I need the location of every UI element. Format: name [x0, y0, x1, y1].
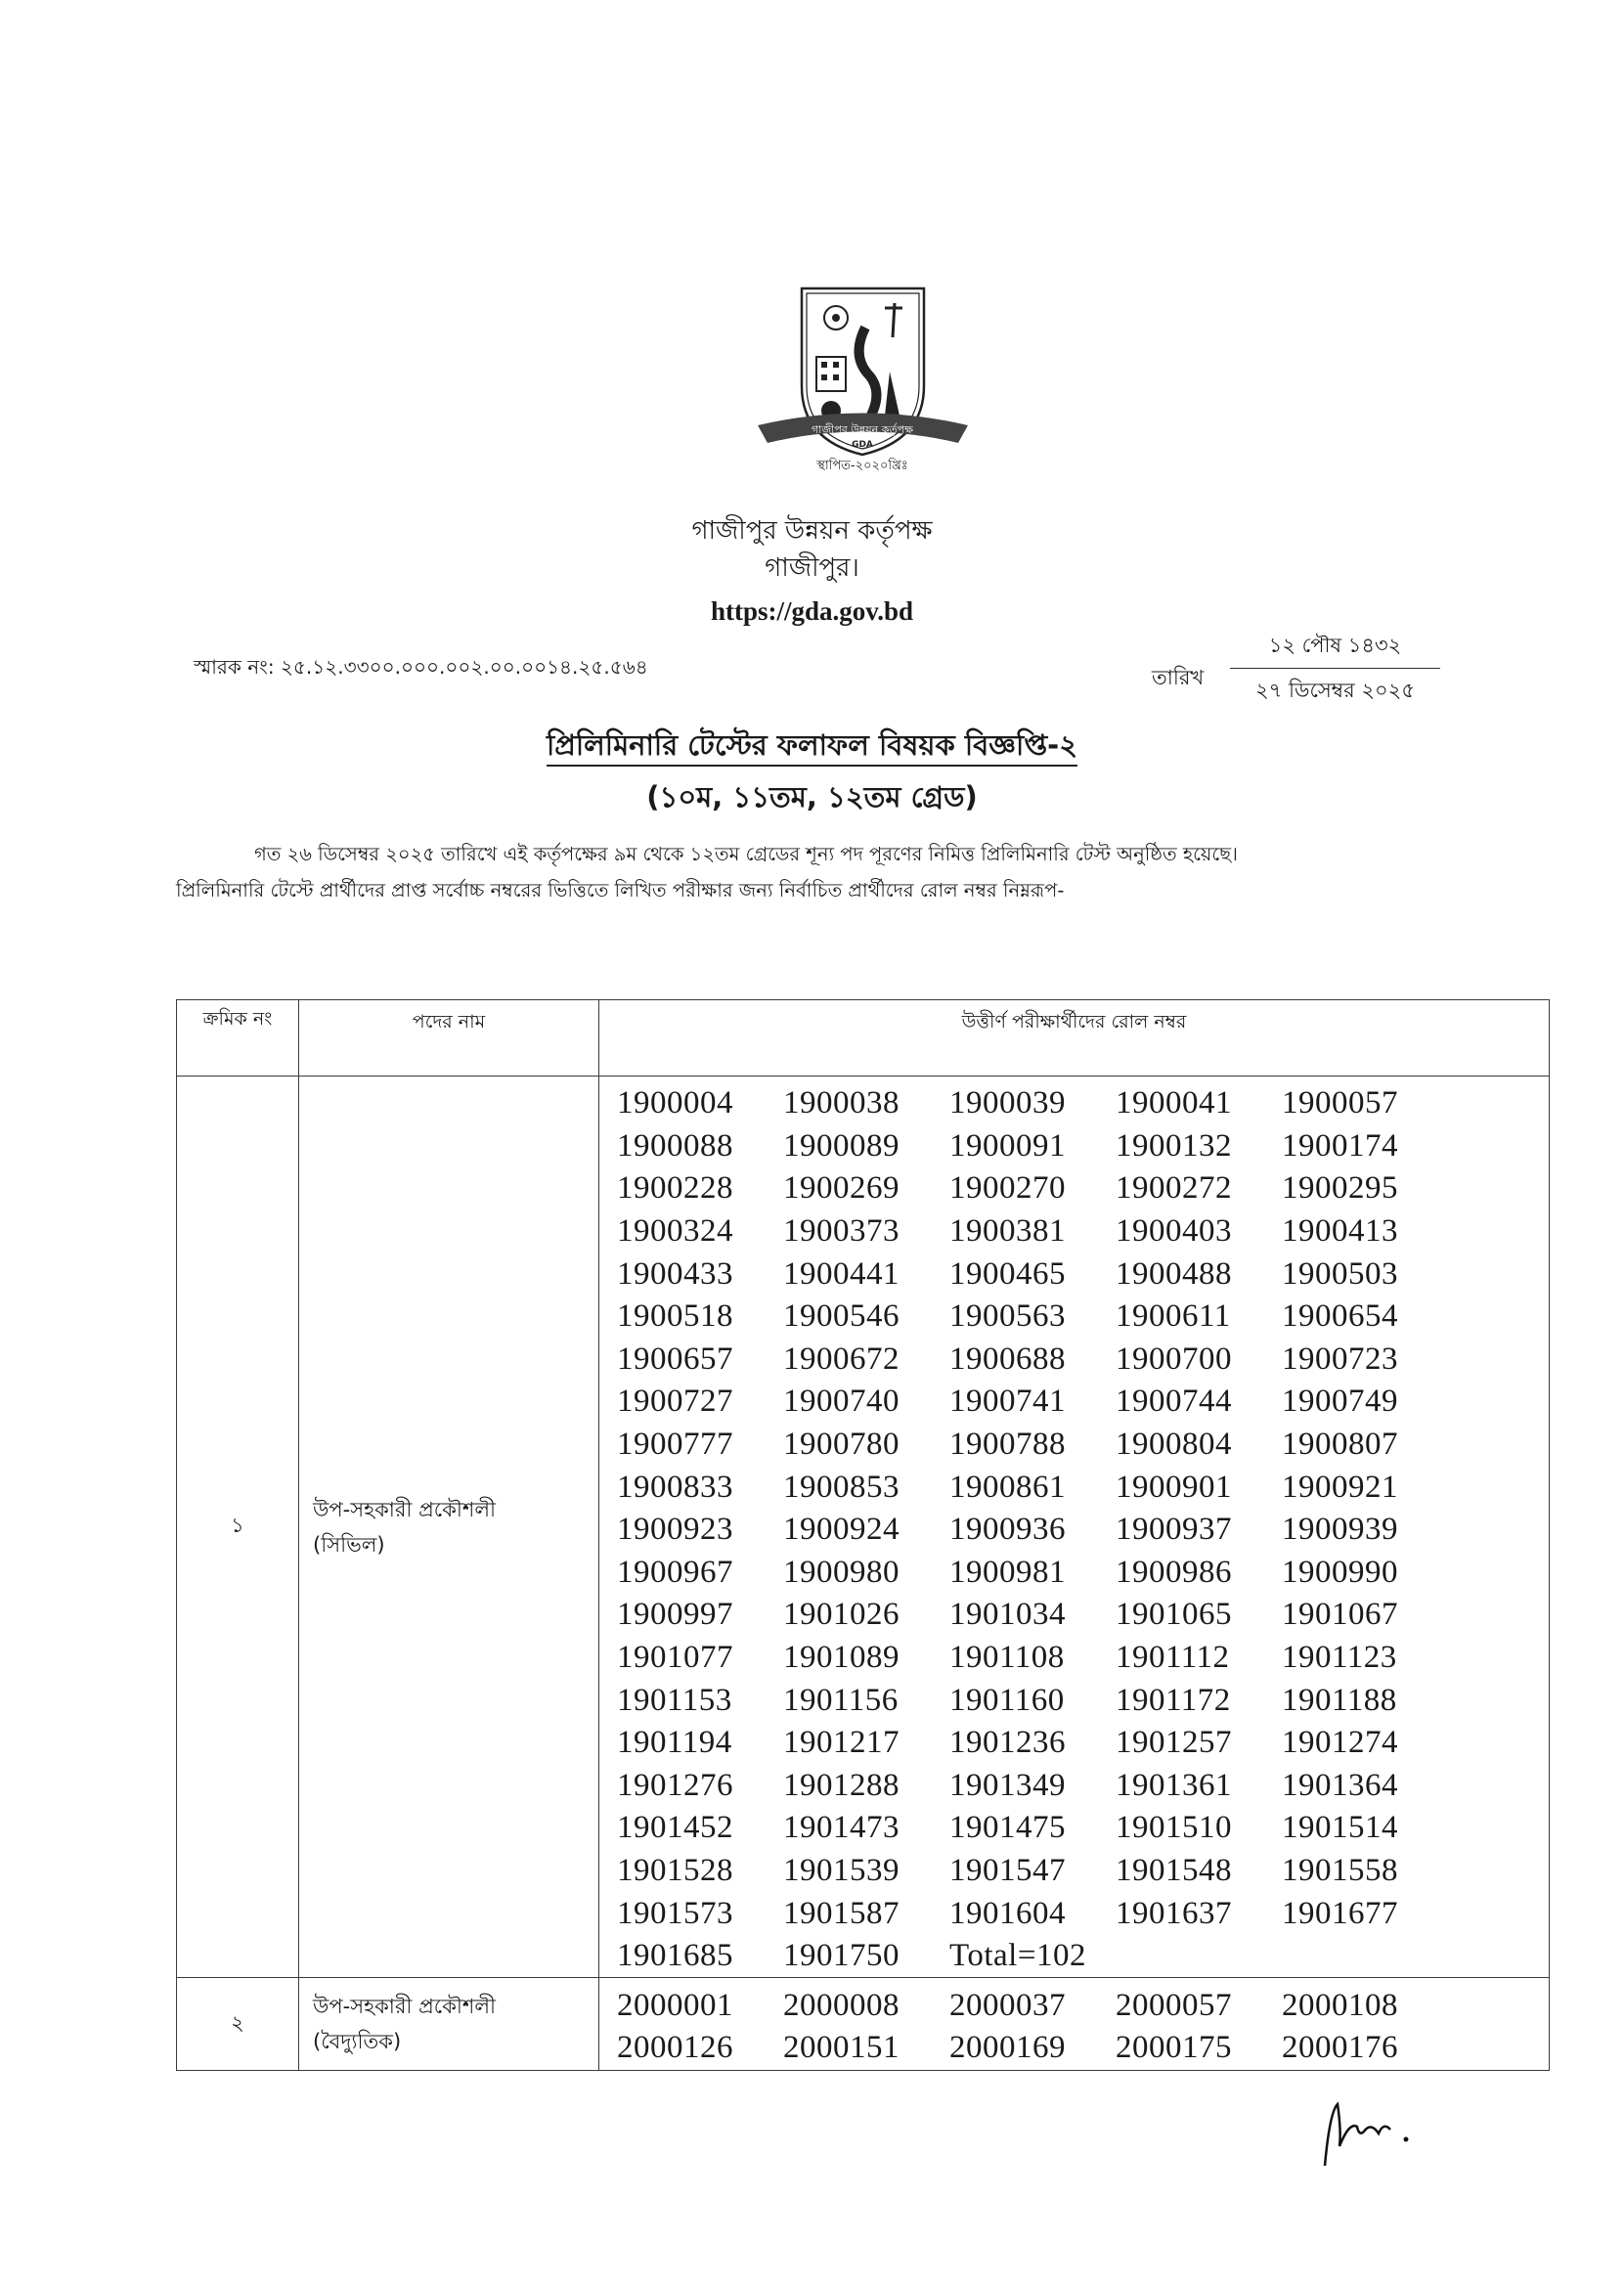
roll-number: 1900132	[1116, 1127, 1232, 1164]
roll-number: 1901194	[617, 1725, 732, 1761]
roll-row	[617, 1125, 1549, 1168]
roll-number: 2000008	[783, 1987, 900, 2023]
roll-number: 1900611	[1116, 1298, 1231, 1335]
roll-number: 1901587	[783, 1895, 900, 1931]
org-city: গাজীপুর।	[765, 553, 859, 583]
roll-row	[617, 1935, 1549, 1978]
roll-number: 2000176	[1282, 2030, 1398, 2066]
roll-number: 1900749	[1282, 1384, 1398, 1420]
roll-number: 1901217	[783, 1725, 900, 1761]
roll-number: 1900174	[1282, 1127, 1398, 1164]
roll-number: 1901153	[617, 1682, 732, 1718]
roll-number: 1901528	[617, 1852, 733, 1888]
roll-number: 1900004	[617, 1085, 733, 1121]
roll-number: 1900672	[783, 1341, 900, 1377]
roll-number: 1900967	[617, 1554, 733, 1590]
roll-number: 1901077	[617, 1640, 733, 1676]
roll-number: 1900923	[617, 1512, 733, 1548]
roll-number: 1901510	[1116, 1810, 1232, 1846]
roll-number: 1901475	[949, 1810, 1066, 1846]
roll-row	[617, 1381, 1549, 1424]
roll-row	[617, 1253, 1549, 1296]
roll-grid	[599, 1077, 1549, 1977]
roll-number: 1900373	[783, 1213, 900, 1250]
notice-title	[0, 724, 1624, 771]
row-post	[299, 1077, 599, 1978]
roll-number: 1900441	[783, 1255, 900, 1292]
roll-number: 1900777	[617, 1427, 733, 1463]
roll-number: 1900038	[783, 1085, 900, 1121]
roll-number: 1901539	[783, 1852, 900, 1888]
roll-number: 1900807	[1282, 1427, 1398, 1463]
notice-body	[176, 836, 1545, 908]
roll-cell	[599, 1077, 1550, 1978]
roll-number: 1901257	[1116, 1725, 1232, 1761]
roll-number: 1901160	[949, 1682, 1065, 1718]
roll-number: 2000108	[1282, 1987, 1398, 2023]
roll-row	[617, 1466, 1549, 1509]
roll-number: 1900503	[1282, 1255, 1398, 1292]
roll-row	[617, 1722, 1549, 1765]
roll-number: 1900518	[617, 1298, 733, 1335]
roll-number: 2000037	[949, 1987, 1066, 2023]
roll-number: 1901637	[1116, 1895, 1232, 1931]
roll-number: 1900986	[1116, 1554, 1232, 1590]
roll-number: 1901514	[1282, 1810, 1398, 1846]
roll-number: 1900901	[1116, 1469, 1232, 1505]
logo-abbr: GDA	[852, 440, 873, 450]
roll-number: 1901677	[1282, 1895, 1398, 1931]
roll-number: 1901026	[783, 1597, 900, 1633]
roll-row	[617, 1082, 1549, 1125]
post-branch: (বৈদ্যুতিক)	[313, 2030, 402, 2054]
roll-number: 1900465	[949, 1255, 1066, 1292]
roll-number: 1901156	[783, 1682, 899, 1718]
date-label: তারিখ	[1152, 666, 1205, 689]
roll-number: 1900861	[949, 1469, 1066, 1505]
memo-number: স্মারক নং: ২৫.১২.৩৩০০.০০০.০০২.০০.০০১৪.২৫.৫৬৪	[194, 655, 648, 679]
roll-number: 1900269	[783, 1170, 900, 1207]
roll-row	[617, 1552, 1549, 1595]
roll-number: 1900981	[949, 1554, 1066, 1590]
roll-row	[617, 1296, 1549, 1339]
header-post: পদের নাম	[299, 1000, 599, 1077]
roll-number: 1900744	[1116, 1384, 1232, 1420]
roll-number: 1900723	[1282, 1341, 1398, 1377]
header-serial: ক্রমিক নং	[177, 1000, 299, 1077]
roll-number: 1901547	[949, 1852, 1066, 1888]
roll-number: 2000151	[783, 2030, 900, 2066]
roll-number: 1901108	[949, 1640, 1065, 1676]
notice-title-text: প্রিলিমিনারি টেস্টের ফলাফল বিষয়ক বিজ্ঞপ্তি-২	[547, 728, 1077, 767]
roll-number: 1900413	[1282, 1213, 1398, 1250]
roll-number: 1900939	[1282, 1512, 1398, 1548]
roll-number: 1900546	[783, 1298, 900, 1335]
roll-number: 1901548	[1116, 1852, 1232, 1888]
date-bangla: ১২ পৌষ ১৪৩২	[1268, 634, 1402, 657]
post-branch: (সিভিল)	[313, 1532, 385, 1557]
row-post	[299, 1978, 599, 2070]
roll-number: 1900924	[783, 1512, 900, 1548]
roll-row	[617, 1679, 1549, 1722]
roll-number: 1900853	[783, 1469, 900, 1505]
roll-row	[617, 1167, 1549, 1210]
roll-row	[617, 1210, 1549, 1253]
roll-number: 1900563	[949, 1298, 1066, 1335]
roll-number: 1901361	[1116, 1767, 1232, 1803]
roll-row	[617, 1765, 1549, 1808]
results-table	[176, 999, 1550, 2071]
table-header-row	[177, 1000, 1550, 1077]
roll-row	[617, 1807, 1549, 1850]
roll-row	[617, 1339, 1549, 1382]
roll-number: 2000169	[949, 2030, 1066, 2066]
roll-number: 1900727	[617, 1384, 733, 1420]
post-name: উপ-সহকারী প্রকৌশলী	[313, 1995, 497, 2019]
notice-subtitle: (১০ম, ১১তম, ১২তম গ্রেড)	[646, 780, 978, 813]
roll-number: 1900041	[1116, 1085, 1232, 1121]
roll-number: 1901067	[1282, 1597, 1398, 1633]
roll-number: 2000057	[1116, 1987, 1232, 2023]
roll-number: 1901276	[617, 1767, 733, 1803]
roll-number: 1900740	[783, 1384, 900, 1420]
roll-number: 1900780	[783, 1427, 900, 1463]
notice-body-line2: প্রিলিমিনারি টেস্টে প্রার্থীদের প্রাপ্ত সর্বোচ্চ নম্বরের ভিত্তিতে লিখিত পরীক্ষার জন্য নির্বাচিত প্রার্থীদের রোল নম্বর নিম্নরূপ-	[176, 879, 1065, 901]
roll-number: 1900089	[783, 1127, 900, 1164]
roll-number: 1901473	[783, 1810, 900, 1846]
roll-number: 1901288	[783, 1767, 900, 1803]
date-block	[1230, 630, 1440, 709]
roll-number: 1900980	[783, 1554, 900, 1590]
roll-number: 1900921	[1282, 1469, 1398, 1505]
roll-number: 1900295	[1282, 1170, 1398, 1207]
roll-number: 1900997	[617, 1597, 733, 1633]
roll-row	[617, 1637, 1549, 1680]
roll-number: 1900324	[617, 1213, 733, 1250]
roll-number: 1900433	[617, 1255, 733, 1292]
post-name: উপ-সহকারী প্রকৌশলী	[313, 1497, 497, 1521]
roll-number: 1900381	[949, 1213, 1066, 1250]
roll-number: 1900700	[1116, 1341, 1232, 1377]
roll-number: 1900788	[949, 1427, 1066, 1463]
row-serial: ১	[177, 1077, 299, 1978]
roll-number: Total=102	[949, 1938, 1086, 1974]
roll-cell	[599, 1978, 1550, 2070]
roll-number: 1900937	[1116, 1512, 1232, 1548]
roll-number: 1900654	[1282, 1298, 1398, 1335]
roll-number: 1901573	[617, 1895, 733, 1931]
roll-number: 1901558	[1282, 1852, 1398, 1888]
roll-number: 1900057	[1282, 1085, 1398, 1121]
roll-number: 2000001	[617, 1987, 733, 2023]
roll-row	[617, 1424, 1549, 1467]
roll-number: 1900088	[617, 1127, 733, 1164]
org-name: গাজীপুর উন্নয়ন কর্তৃপক্ষ	[691, 516, 933, 546]
roll-number: 1900488	[1116, 1255, 1232, 1292]
roll-row	[617, 1984, 1549, 2027]
website-link[interactable]: https://gda.gov.bd	[710, 596, 914, 626]
roll-number: 2000175	[1116, 2030, 1232, 2066]
roll-number: 1901349	[949, 1767, 1066, 1803]
roll-row	[617, 1594, 1549, 1637]
roll-number: 1900272	[1116, 1170, 1232, 1207]
roll-row	[617, 1509, 1549, 1552]
roll-number: 1901065	[1116, 1597, 1232, 1633]
table-row	[177, 1978, 1550, 2070]
roll-number: 1900228	[617, 1170, 733, 1207]
roll-number: 1900657	[617, 1341, 733, 1377]
roll-number: 1901089	[783, 1640, 900, 1676]
roll-number: 1901034	[949, 1597, 1066, 1633]
logo-ribbon-text: গাজীপুর উন্নয়ন কর্তৃপক্ষ	[811, 423, 914, 436]
date-divider	[1230, 668, 1440, 669]
roll-number: 1901236	[949, 1725, 1066, 1761]
roll-number: 1900039	[949, 1085, 1066, 1121]
roll-row	[617, 1850, 1549, 1893]
table-row	[177, 1077, 1550, 1978]
roll-number: 1900990	[1282, 1554, 1398, 1590]
roll-number: 1900403	[1116, 1213, 1232, 1250]
roll-number: 1901604	[949, 1895, 1066, 1931]
roll-number: 1901172	[1116, 1682, 1231, 1718]
logo-est-text: স্থাপিত-২০২০খ্রিঃ	[816, 459, 908, 473]
roll-row	[617, 1892, 1549, 1935]
gda-emblem-icon	[738, 279, 983, 494]
roll-number: 1901123	[1282, 1640, 1397, 1676]
roll-grid	[599, 1978, 1549, 2069]
header-rolls: উত্তীর্ণ পরীক্ষার্থীদের রোল নম্বর	[599, 1000, 1550, 1077]
roll-number: 1900833	[617, 1469, 733, 1505]
roll-number: 1900688	[949, 1341, 1066, 1377]
date-english: ২৭ ডিসেম্বর ২০২৫	[1255, 679, 1415, 702]
notice-body-line1: গত ২৬ ডিসেম্বর ২০২৫ তারিখে এই কর্তৃপক্ষের ৯ম থেকে ১২তম গ্রেডের শূন্য পদ পূরণের নিমিত্ত প্রিলিমিনারি টেস্ট অনুষ্ঠিত হয়েছে।	[254, 843, 1239, 865]
roll-number: 1901364	[1282, 1767, 1398, 1803]
roll-number: 1901188	[1282, 1682, 1397, 1718]
roll-number: 1901685	[617, 1938, 733, 1974]
roll-number: 1901274	[1282, 1725, 1398, 1761]
roll-number: 1901452	[617, 1810, 733, 1846]
roll-number: 1900936	[949, 1512, 1066, 1548]
row-serial: ২	[177, 1978, 299, 2070]
roll-row	[617, 2027, 1549, 2070]
roll-number: 1901750	[783, 1938, 900, 1974]
roll-number: 1900741	[949, 1384, 1066, 1420]
roll-number: 1900804	[1116, 1427, 1232, 1463]
roll-number: 1901112	[1116, 1640, 1230, 1676]
roll-number: 1900270	[949, 1170, 1066, 1207]
signature-icon	[1310, 2092, 1427, 2171]
roll-number: 2000126	[617, 2030, 733, 2066]
roll-number: 1900091	[949, 1127, 1066, 1164]
